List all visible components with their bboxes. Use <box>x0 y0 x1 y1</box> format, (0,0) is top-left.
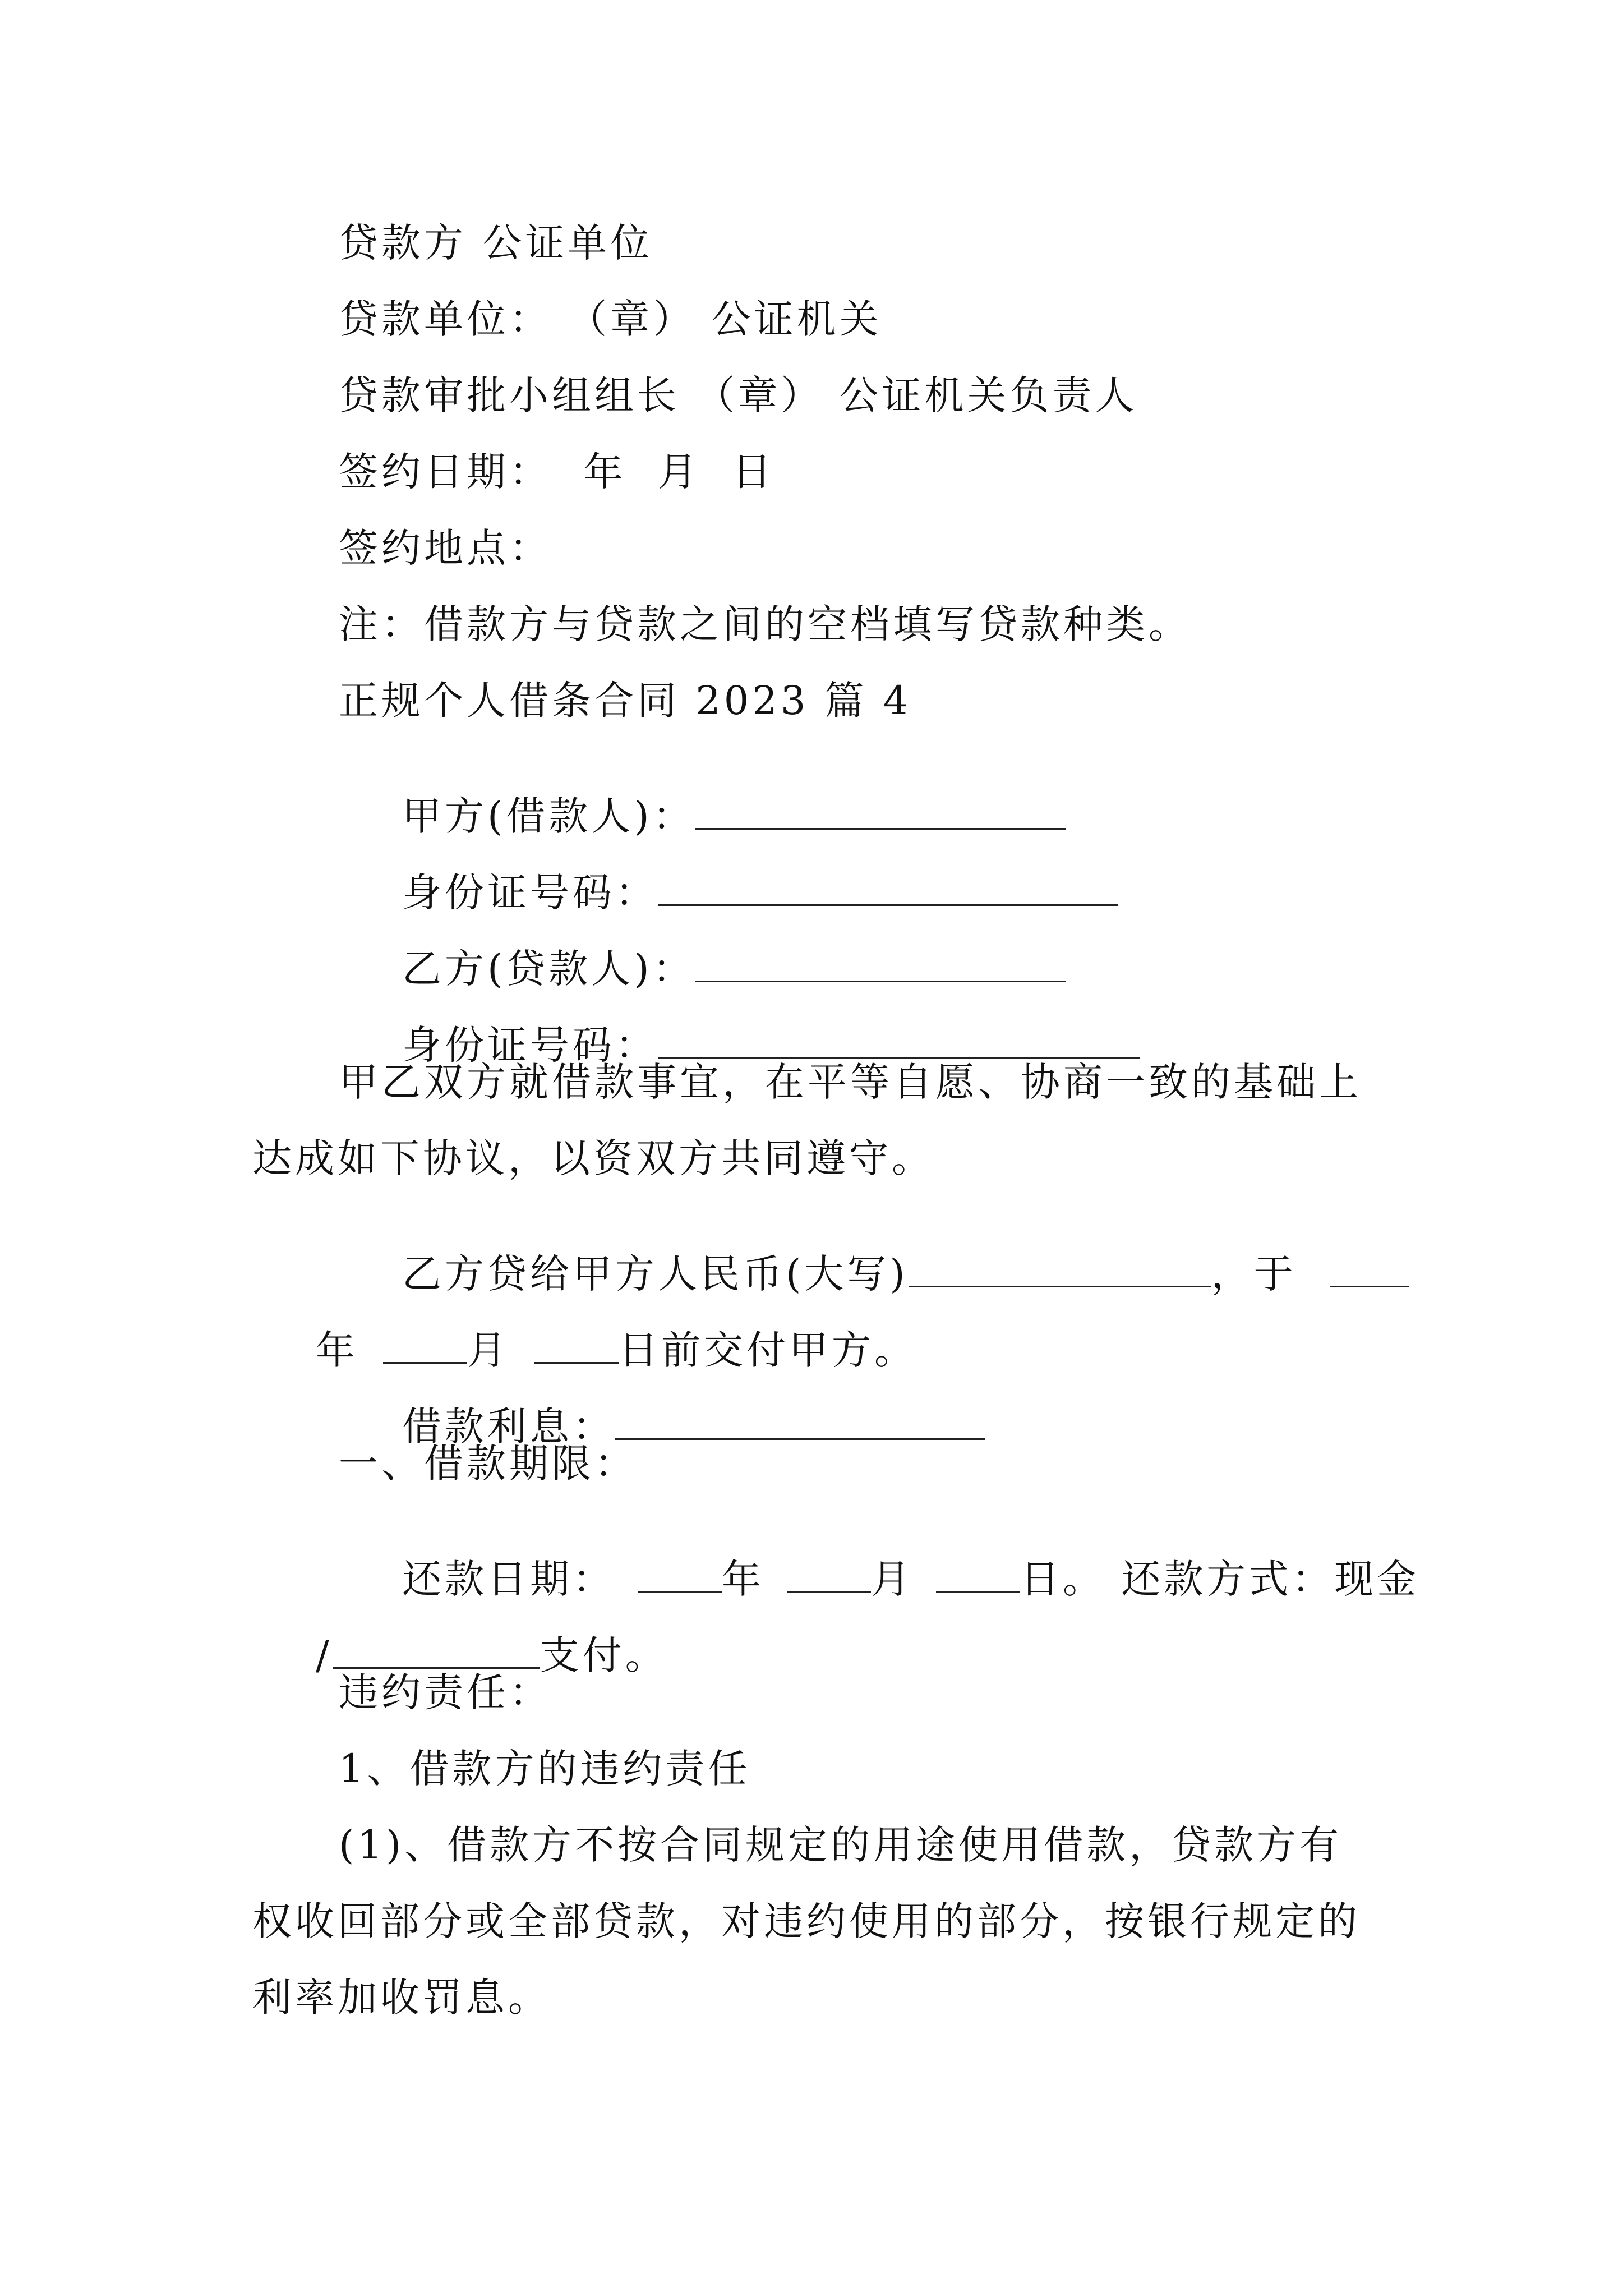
party-b-label: 乙方(贷款人)： <box>402 946 695 992</box>
text-line: 贷款方 公证单位 <box>339 220 653 266</box>
party-a-blank <box>695 798 1066 830</box>
id-number-blank <box>658 1027 1140 1059</box>
repay-month-label: 月 <box>871 1556 914 1602</box>
id-number-label: 身份证号码： <box>402 1022 658 1068</box>
id-number-blank <box>658 874 1118 906</box>
text-line: 违约责任： <box>339 1669 552 1715</box>
text-line: 达成如下协议，以资双方共同遵守。 <box>252 1135 934 1181</box>
party-b-blank <box>695 950 1066 982</box>
text-line: 权收回部分或全部贷款，对违约使用的部分，按银行规定的 <box>252 1898 1361 1944</box>
interest-blank <box>615 1408 985 1440</box>
repayment-date-label: 还款日期： <box>402 1556 616 1602</box>
text-line: 贷款单位： （章） 公证机关 <box>339 296 882 342</box>
repay-year-label: 年 <box>722 1556 765 1602</box>
text-line: 注：借款方与贷款之间的空档填写贷款种类。 <box>339 601 1191 647</box>
text-line: 签约日期： 年 月 日 <box>339 449 775 495</box>
payment-method-blank <box>333 1637 540 1669</box>
id-number-label: 身份证号码： <box>402 869 658 915</box>
payment-suffix: 支付。 <box>540 1632 668 1678</box>
month-label: 月 <box>467 1327 510 1373</box>
text-line: 利率加收罚息。 <box>252 1975 551 2021</box>
interest-label: 借款利息： <box>402 1404 616 1450</box>
repay-day-blank <box>936 1561 1020 1593</box>
repay-day-label: 日。 还款方式：现金 <box>1020 1556 1420 1602</box>
repay-year-blank <box>638 1561 722 1593</box>
text-line: 贷款审批小组组长 （章） 公证机关负责人 <box>339 372 1138 418</box>
loan-date-prefix: ，于 <box>1211 1251 1297 1297</box>
slash-label: / <box>316 1632 333 1678</box>
loan-amount-label: 乙方贷给甲方人民币(大写) <box>402 1251 909 1297</box>
loan-amount-blank <box>909 1255 1211 1287</box>
text-line: (1)、借款方不按合同规定的用途使用借款，贷款方有 <box>339 1822 1343 1868</box>
section-heading: 正规个人借条合同 2023 篇 4 <box>339 678 912 724</box>
text-line: 1、借款方的违约责任 <box>339 1746 751 1792</box>
text-line: 一、借款期限： <box>339 1441 637 1487</box>
day-label: 日前交付甲方。 <box>619 1327 917 1373</box>
party-a-label: 甲方(借款人)： <box>402 793 695 839</box>
year-blank <box>1330 1255 1409 1287</box>
month-blank <box>383 1332 467 1364</box>
repay-month-blank <box>787 1561 871 1593</box>
year-label: 年 <box>316 1327 359 1373</box>
text-line: 甲乙双方就借款事宜，在平等自愿、协商一致的基础上 <box>339 1059 1362 1105</box>
day-blank <box>534 1332 619 1364</box>
text-line: 签约地点： <box>339 525 552 571</box>
